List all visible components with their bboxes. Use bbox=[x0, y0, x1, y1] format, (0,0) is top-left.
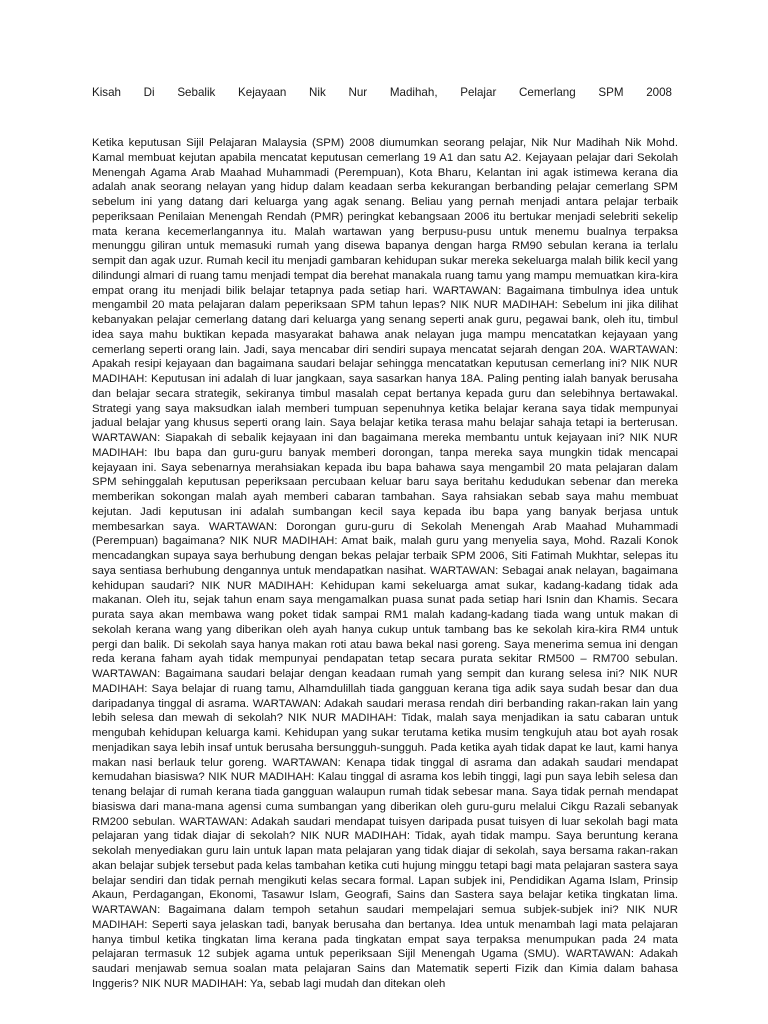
article-title: Kisah Di Sebalik Kejayaan Nik Nur Madihah, Pelajar Cemerlang SPM 2008 bbox=[92, 86, 672, 99]
article-body: Ketika keputusan Sijil Pelajaran Malaysia (SPM) 2008 diumumkan seorang pelajar, Nik Nur Madihah Nik Mohd. Kamal membuat kejutan apabila mencatat keputusan cemerlang 19 A1 dan satu A2. Kejayaan pelajar dari Sekolah Menengah Agama Arab Maahad Muhammadi (Perempuan), Kota Bharu, Kelantan ini agak istimewa kerana dia adalah anak seorang nelayan yang hidup dalam keadaan serba kekurangan berbanding pelajar cemerlang SPM sebelum ini yang datang dari keluarga yang agak senang. Beliau yang pernah menjadi antara pelajar terbaik peperiksaan Penilaian Menengah Rendah (PMR) peringkat kebangsaan 2006 itu bertukar menjadi selebriti sekelip mata kerana kecemerlangannya itu. Malah wartawan yang berpusu-pusu untuk menemu bualnya terpaksa menunggu giliran untuk memasuki rumah yang disewa bapanya dengan harga RM90 sebulan kerana ia terlalu sempit dan agak uzur. Rumah kecil itu menjadi gambaran kehidupan sukar mereka sekeluarga malah bilik kecil yang dilindungi almari di ruang tamu menjadi tempat dia berehat manakala ruang tamu yang mampu memuatkan kira-kira empat orang itu menjadi bilik belajar tetapnya pada setiap hari. WARTAWAN: Bagaimana timbulnya idea untuk mengambil 20 mata pelajaran dalam peperiksaan SPM tahun lepas? NIK NUR MADIHAH: Sebelum ini jika dilihat kebanyakan pelajar cemerlang datang dari keluarga yang senang seperti anak guru, pegawai bank, oleh itu, timbul idea saya mahu buktikan kepada masyarakat bahawa anak nelayan juga mampu mencatatkan kejayaan yang cemerlang seperti orang lain. Jadi, saya mencabar diri sendiri supaya mencatat sejarah dengan 20A. WARTAWAN: Apakah resipi kejayaan dan bagaimana saudari belajar sehingga mencatatkan keputusan cemerlang ini? NIK NUR MADIHAH: Keputusan ini adalah di luar jangkaan, saya sasarkan hanya 18A. Paling penting ialah banyak berusaha dan belajar secara strategik, sekiranya timbul masalah cepat bertanya kepada guru dan selebihnya bertawakal. Strategi yang saya maksudkan ialah memberi tumpuan sepenuhnya ketika belajar kerana saya tidak mempunyai jadual belajar yang khusus seperti orang lain. Saya belajar ketika terasa mahu belajar sahaja tetapi ia berterusan. WARTAWAN: Siapakah di sebalik kejayaan ini dan bagaimana mereka membantu untuk kejayaan ini? NIK NUR MADIHAH: Ibu bapa dan guru-guru banyak memberi dorongan, tanpa mereka saya mungkin tidak mencapai kejayaan ini. Saya sebenarnya merahsiakan kepada ibu bapa bahawa saya mengambil 20 mata pelajaran dalam SPM sehinggalah keputusan peperiksaan percubaan keluar baru saya beritahu kedudukan sebenar dan mereka memberikan sokongan malah ayah memberi cabaran tambahan. Saya rahsiakan sebab saya mahu membuat kejutan. Jadi keputusan ini adalah sumbangan kecil saya kepada ibu bapa yang banyak berjasa untuk membesarkan saya. WARTAWAN: Dorongan guru-guru di Sekolah Menengah Arab Maahad Muhammadi (Perempuan) bagaimana? NIK NUR MADIHAH: Amat baik, malah guru yang menyelia saya, Mohd. Razali Konok mencadangkan supaya saya berhubung dengan bekas pelajar terbaik SPM 2006, Siti Fatimah Mukhtar, selepas itu saya sentiasa berhubung dengannya untuk mendapatkan nasihat. WARTAWAN: Sebagai anak nelayan, bagaimana kehidupan saudari? NIK NUR MADIHAH: Kehidupan kami sekeluarga amat sukar, kadang-kadang tidak ada makanan. Oleh itu, sejak tahun enam saya mengamalkan puasa sunat pada setiap hari Isnin dan Khamis. Secara purata saya akan membawa wang poket tidak sampai RM1 malah kadang-kadang tiada wang untuk makan di sekolah kerana wang yang diberikan oleh ayah hanya cukup untuk tambang bas ke sekolah kira-kira RM4 untuk pergi dan balik. Di sekolah saya hanya makan roti atau bawa bekal nasi goreng. Saya menerima semua ini dengan reda kerana faham ayah tidak mempunyai pendapatan tetap secara purata sekitar RM500 – RM700 sebulan. WARTAWAN: Bagaimana saudari belajar dengan keadaan rumah yang sempit dan kurang selesa ini? NIK NUR MADIHAH: Saya belajar di ruang tamu, Alhamdulillah tiada gangguan kerana tiga adik saya sudah besar dan dua daripadanya tinggal di asrama. WARTAWAN: Adakah saudari merasa rendah diri berbanding rakan-rakan lain yang lebih selesa dan mewah di sekolah? NIK NUR MADIHAH: Tidak, malah saya menjadikan ia satu cabaran untuk mengubah kehidupan keluarga kami. Kehidupan yang sukar terutama ketika musim tengkujuh atau bot ayah rosak menjadikan saya lebih insaf untuk berusaha bersungguh-sungguh. Pada ketika ayah tidak dapat ke laut, kami hanya makan nasi berlauk telur goreng. WARTAWAN: Kenapa tidak tinggal di asrama dan adakah saudari mendapat kemudahan biasiswa? NIK NUR MADIHAH: Kalau tinggal di asrama kos lebih tinggi, lagi pun saya lebih selesa dan tenang belajar di rumah kerana tiada gangguan walaupun rumah tidak sebesar mana. Saya tidak pernah mendapat biasiswa dari mana-mana agensi cuma sumbangan yang diberikan oleh guru-guru melalui Cikgu Razali sebanyak RM200 sebulan. WARTAWAN: Adakah saudari mendapat tuisyen daripada pusat tuisyen di luar sekolah bagi mata pelajaran yang tidak diajar di sekolah? NIK NUR MADIHAH: Tidak, ayah tidak mampu. Saya beruntung kerana sekolah menyediakan guru lain untuk lapan mata pelajaran yang tidak diajar di sekolah, saya bersama rakan-rakan akan belajar subjek tersebut pada kelas tambahan ketika cuti hujung minggu tetapi bagi mata pelajaran sastera saya belajar sendiri dan tidak pernah mengikuti kelas secara formal. Lapan subjek ini, Pendidikan Agama Islam, Prinsip Akaun, Perdagangan, Ekonomi, Tasawur Islam, Geografi, Sains dan Sastera saya belajar ketika tingkatan lima. WARTAWAN: Bagaimana dalam tempoh setahun saudari mempelajari semua subjek-subjek ini? NIK NUR MADIHAH: Seperti saya jelaskan tadi, banyak berusaha dan bertanya. Idea untuk menambah lagi mata pelajaran hanya timbul ketika tingkatan lima kerana pada tingkatan empat saya terpaksa menumpukan pada 24 mata pelajaran termasuk 12 subjek agama untuk peperiksaan Sijil Menengah Ugama (SMU). WARTAWAN: Adakah saudari menjawab semua soalan mata pelajaran Sains dan Matematik seperti Fizik dan Kimia dalam bahasa Inggeris? NIK NUR MADIHAH: Ya, sebab lagi mudah dan ditekan oleh bbox=[92, 137, 678, 990]
